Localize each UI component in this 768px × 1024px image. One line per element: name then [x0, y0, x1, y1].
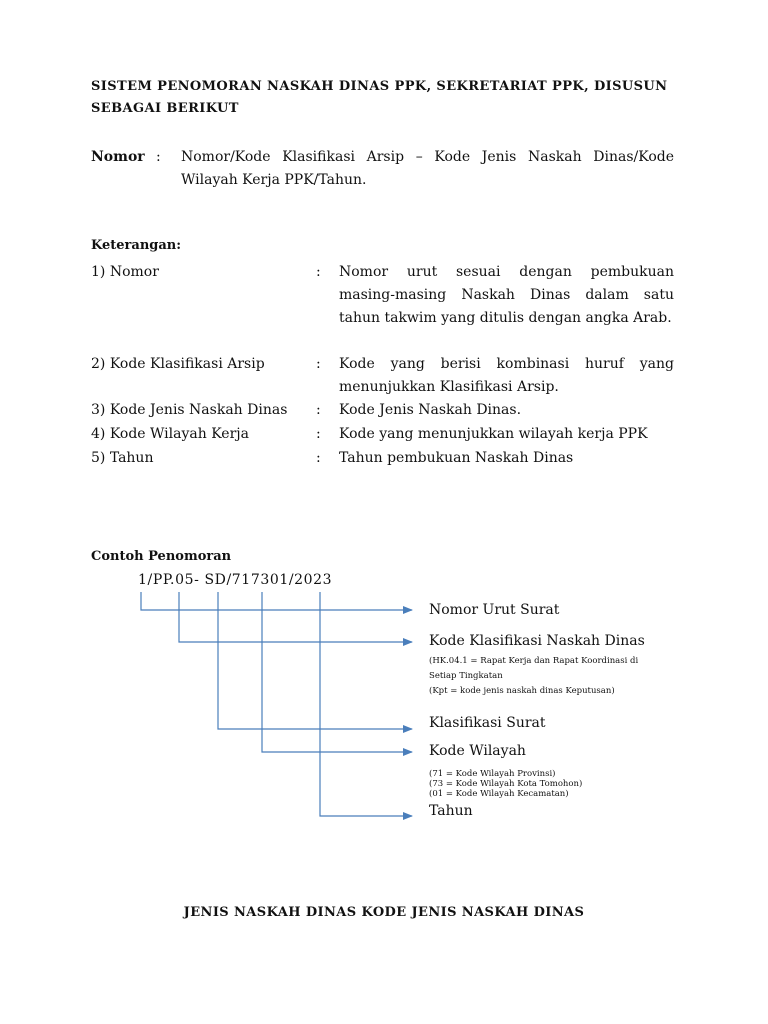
keterangan-value-klasifikasi: Kode yang berisi kombinasi huruf yang menunjukkan Klasifikasi Arsip. — [339, 356, 674, 395]
connector-kode-wilayah — [262, 592, 412, 752]
note-klasifikasi-1: (HK.04.1 = Rapat Kerja dan Rapat Koordinasi di — [429, 656, 639, 666]
keterangan-colon: : — [316, 426, 321, 442]
document-heading: SISTEM PENOMORAN NASKAH DINAS PPK, SEKRETARIAT PPK, DISUSUN SEBAGAI BERIKUT — [91, 79, 668, 116]
keterangan-value-tahun: Tahun pembukuan Naskah Dinas — [339, 450, 574, 466]
label-kode-klasifikasi-naskah: Kode Klasifikasi Naskah Dinas — [429, 633, 645, 649]
keterangan-colon: : — [316, 450, 321, 466]
keterangan-value-jenis: Kode Jenis Naskah Dinas. — [339, 402, 522, 418]
label-klasifikasi-surat: Klasifikasi Surat — [429, 715, 546, 731]
label-kode-wilayah: Kode Wilayah — [429, 743, 526, 759]
note-wilayah-3: (01 = Kode Wilayah Kecamatan) — [429, 789, 569, 799]
keterangan-value-nomor: Nomor urut sesuai dengan pembukuan masing-masing Naskah Dinas dalam satu tahun takwim yang ditulis dengan angka Arab. — [339, 264, 674, 326]
label-nomor-urut-surat: Nomor Urut Surat — [429, 602, 560, 618]
nomor-colon: : — [156, 149, 161, 165]
keterangan-value-wilayah: Kode yang menunjukkan wilayah kerja PPK — [339, 426, 648, 442]
connector-tahun — [320, 592, 412, 816]
nomor-format: Nomor/Kode Klasifikasi Arsip – Kode Jenis Naskah Dinas/Kode Wilayah Kerja PPK/Tahun. — [181, 149, 674, 188]
keterangan-colon: : — [316, 402, 321, 418]
keterangan-label-jenis: 3) Kode Jenis Naskah Dinas — [91, 402, 288, 418]
label-tahun: Tahun — [429, 803, 473, 819]
note-wilayah-2: (73 = Kode Wilayah Kota Tomohon) — [429, 779, 583, 789]
note-wilayah-1: (71 = Kode Wilayah Provinsi) — [429, 769, 556, 779]
note-klasifikasi-2: Setiap Tingkatan — [429, 671, 503, 681]
example-number: 1/PP.05- SD/717301/2023 — [138, 572, 333, 588]
connector-klasifikasi-naskah — [179, 592, 412, 642]
section-title-jenis-naskah: JENIS NASKAH DINAS KODE JENIS NASKAH DINAS — [183, 905, 585, 920]
note-klasifikasi-3: (Kpt = kode jenis naskah dinas Keputusan) — [429, 686, 615, 696]
nomor-label: Nomor — [91, 149, 145, 165]
keterangan-colon: : — [316, 356, 321, 372]
connector-klasifikasi-surat — [218, 592, 412, 729]
keterangan-title: Keterangan: — [91, 238, 182, 253]
connector-nomor-urut — [141, 592, 412, 610]
keterangan-label-nomor: 1) Nomor — [91, 264, 159, 280]
keterangan-label-tahun: 5) Tahun — [91, 450, 154, 466]
keterangan-label-wilayah: 4) Kode Wilayah Kerja — [91, 426, 249, 442]
keterangan-colon: : — [316, 264, 321, 280]
keterangan-label-klasifikasi: 2) Kode Klasifikasi Arsip — [91, 356, 265, 372]
contoh-title: Contoh Penomoran — [91, 549, 232, 564]
